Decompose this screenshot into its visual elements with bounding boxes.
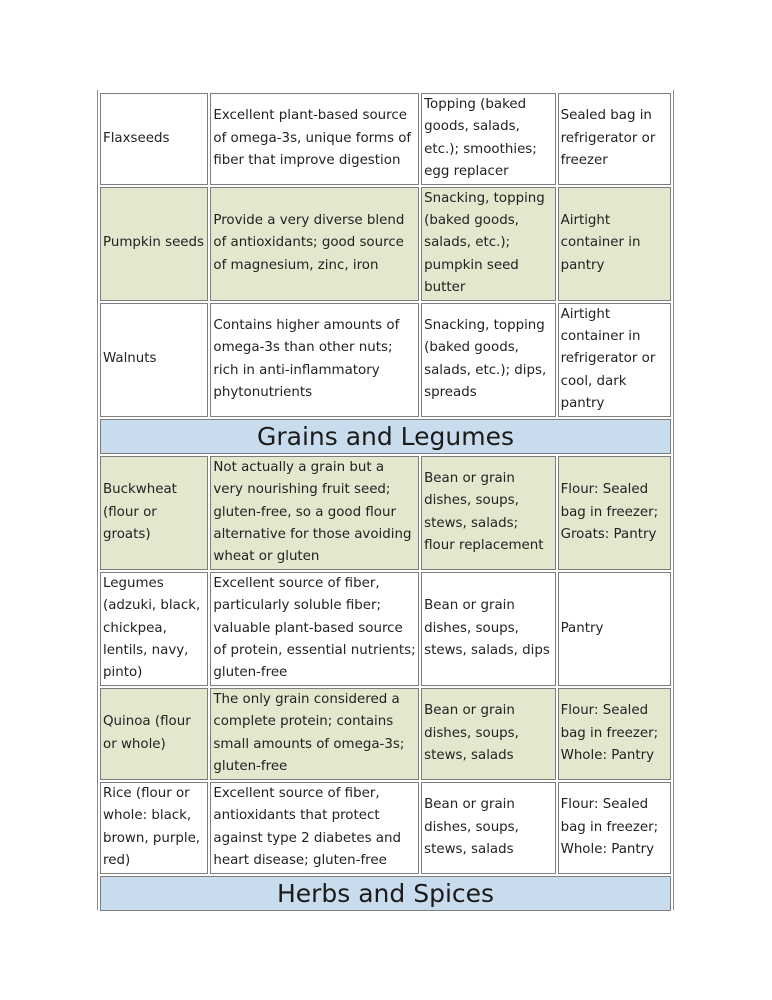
benefits-cell: Excellent plant-based source of omega-3s, unique forms of fiber that improve digestion xyxy=(210,93,419,185)
storage-cell: Sealed bag in refrigerator or freezer xyxy=(558,93,671,185)
uses-cell: Bean or grain dishes, soups, stews, salads; flour replacement xyxy=(421,456,555,570)
uses-cell: Snacking, topping (baked goods, salads, etc.); pumpkin seed butter xyxy=(421,187,555,301)
foods-table xyxy=(98,91,673,913)
benefits-cell: Contains higher amounts of omega-3s than other nuts; rich in anti-inflammatory phytonutrients xyxy=(210,303,419,417)
benefits-cell: Excellent source of fiber, particularly soluble fiber; valuable plant-based source of protein, essential nutrients; gluten-free xyxy=(210,572,419,686)
benefits-cell: The only grain considered a complete protein; contains small amounts of omega-3s; gluten-free xyxy=(210,688,419,780)
food-name-cell: Pumpkin seeds xyxy=(100,187,208,301)
uses-cell: Bean or grain dishes, soups, stews, salads xyxy=(421,782,555,874)
table-row xyxy=(100,572,671,686)
food-name-cell: Rice (flour or whole: black, brown, purple, red) xyxy=(100,782,208,874)
benefits-cell: Excellent source of fiber, antioxidants that protect against type 2 diabetes and heart disease; gluten-free xyxy=(210,782,419,874)
uses-cell: Bean or grain dishes, soups, stews, salads, dips xyxy=(421,572,555,686)
table-row xyxy=(100,93,671,185)
uses-cell: Snacking, topping (baked goods, salads, etc.); dips, spreads xyxy=(421,303,555,417)
food-name-cell: Legumes (adzuki, black, chickpea, lentils, navy, pinto) xyxy=(100,572,208,686)
storage-cell: Flour: Sealed bag in freezer; Whole: Pantry xyxy=(558,782,671,874)
section-title-herbs: Herbs and Spices xyxy=(100,876,671,911)
section-row xyxy=(100,419,671,454)
benefits-cell: Not actually a grain but a very nourishing fruit seed; gluten-free, so a good flour alternative for those avoiding wheat or gluten xyxy=(210,456,419,570)
storage-cell: Airtight container in refrigerator or cool, dark pantry xyxy=(558,303,671,417)
storage-cell: Flour: Sealed bag in freezer; Groats: Pantry xyxy=(558,456,671,570)
benefits-cell: Provide a very diverse blend of antioxidants; good source of magnesium, zinc, iron xyxy=(210,187,419,301)
food-name-cell: Quinoa (flour or whole) xyxy=(100,688,208,780)
food-name-cell: Buckwheat (flour or groats) xyxy=(100,456,208,570)
table-row xyxy=(100,688,671,780)
table-row xyxy=(100,456,671,570)
storage-cell: Flour: Sealed bag in freezer; Whole: Pantry xyxy=(558,688,671,780)
food-name-cell: Flaxseeds xyxy=(100,93,208,185)
table-row xyxy=(100,782,671,874)
storage-cell: Pantry xyxy=(558,572,671,686)
table-row xyxy=(100,303,671,417)
food-name-cell: Walnuts xyxy=(100,303,208,417)
storage-cell: Airtight container in pantry xyxy=(558,187,671,301)
uses-cell: Topping (baked goods, salads, etc.); smoothies; egg replacer xyxy=(421,93,555,185)
section-row xyxy=(100,876,671,911)
table-row xyxy=(100,187,671,301)
uses-cell: Bean or grain dishes, soups, stews, salads xyxy=(421,688,555,780)
section-title-grains: Grains and Legumes xyxy=(100,419,671,454)
